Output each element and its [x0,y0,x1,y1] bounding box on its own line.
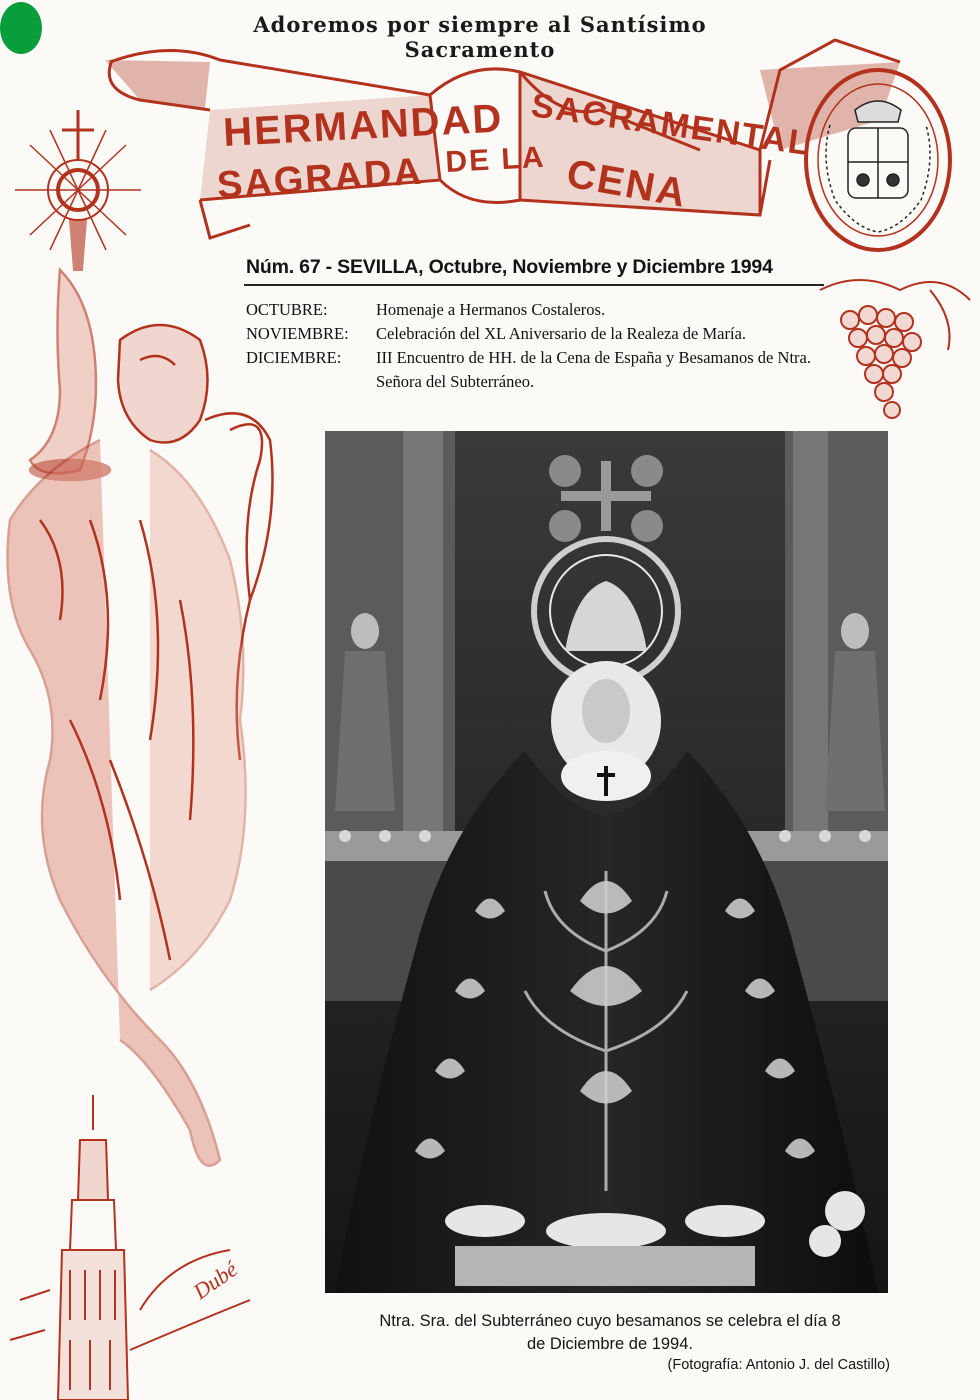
event-description: III Encuentro de HH. de la Cena de España y Besamanos de Ntra. Señora del Subterráneo. [376,348,811,391]
angel-illustration [8,270,273,1166]
caption-line-1: Ntra. Sra. del Subterráneo cuyo besamanos se celebra el día 8 [379,1312,841,1330]
event-row-december [246,346,811,394]
event-row-november [246,322,811,346]
header-motto: Adoremos por siempre al Santísimo Sacramento [253,12,707,62]
events-list [246,298,811,394]
title-word-cena: CENA [563,151,691,216]
event-month: DICIEMBRE: [246,348,342,367]
artist-signature: Dubé [188,1256,242,1305]
issue-underline [244,284,824,286]
event-month: NOVIEMBRE: [246,324,349,343]
event-description: Celebración del XL Aniversario de la Realeza de María. [376,324,747,343]
virgin-photograph [325,431,888,1293]
photo-caption [330,1310,890,1356]
event-month: OCTUBRE: [246,300,328,319]
title-word-sacramental: SACRAMENTAL [528,86,814,164]
grape-cluster [820,280,970,418]
title-word-sagrada: SAGRADA [215,150,425,207]
title-word-hermandad: HERMANDAD [222,96,505,155]
monstrance-sunburst [15,110,141,270]
issue-number-line: Núm. 67 - SEVILLA, Octubre, Noviembre y Diciembre 1994 [246,256,773,278]
photo-credit: (Fotografía: Antonio J. del Castillo) [667,1357,890,1373]
caption-line-2: de Diciembre de 1994. [526,1335,693,1353]
title-word-de-la: DE LA [444,140,547,179]
event-row-october [246,298,811,322]
event-description: Homenaje a Hermanos Costaleros. [376,300,606,319]
